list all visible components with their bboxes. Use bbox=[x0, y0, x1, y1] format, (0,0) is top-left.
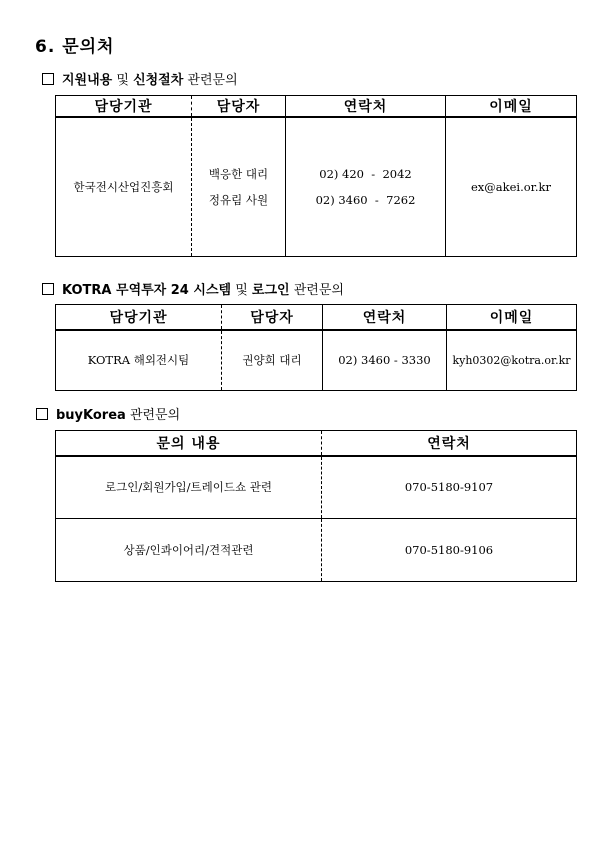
subheading-buykorea bbox=[36, 404, 180, 423]
cell-phone: 070-5180-9106 bbox=[322, 519, 577, 582]
cell-topic: 상품/인콰이어리/견적관련 bbox=[56, 519, 322, 582]
header-person: 담당자 bbox=[222, 305, 323, 330]
header-email: 이메일 bbox=[447, 305, 577, 330]
table-row bbox=[56, 519, 577, 582]
section-title: 6. 문의처 bbox=[35, 37, 115, 57]
header-email: 이메일 bbox=[446, 96, 577, 118]
header-topic: 문의 내용 bbox=[56, 431, 322, 456]
header-org: 담당기관 bbox=[56, 305, 222, 330]
checkbox-square-icon bbox=[42, 283, 54, 295]
cell-email: ex@akei.or.kr bbox=[446, 117, 577, 257]
header-org: 담당기관 bbox=[56, 96, 192, 118]
cell-topic: 로그인/회원가입/트레이드쇼 관련 bbox=[56, 456, 322, 519]
cell-phone: 070-5180-9107 bbox=[322, 456, 577, 519]
cell-org: KOTRA 해외전시팀 bbox=[56, 330, 222, 391]
cell-person bbox=[192, 117, 286, 257]
checkbox-square-icon bbox=[42, 73, 54, 85]
cell-org: 한국전시산업진흥회 bbox=[56, 117, 192, 257]
subheading-bold-b: 로그인 bbox=[251, 283, 290, 298]
checkbox-square-icon bbox=[36, 408, 48, 420]
subheading-rest: 관련문의 bbox=[183, 73, 238, 88]
subheading-rest: 관련문의 bbox=[289, 283, 344, 298]
cell-person: 권양희 대리 bbox=[222, 330, 323, 391]
table-row bbox=[56, 330, 577, 391]
subheading-rest: 관련문의 bbox=[125, 408, 181, 423]
subheading-support bbox=[42, 69, 238, 88]
header-phone: 연락처 bbox=[323, 305, 447, 330]
contact-table-support bbox=[55, 95, 577, 257]
subheading-bold-a: KOTRA 무역투자 24 시스템 bbox=[62, 283, 232, 298]
header-person: 담당자 bbox=[192, 96, 286, 118]
subheading-mid: 및 bbox=[231, 283, 252, 298]
cell-phone: 02) 3460 - 3330 bbox=[323, 330, 447, 391]
header-phone: 연락처 bbox=[286, 96, 446, 118]
table-row bbox=[56, 456, 577, 519]
subheading-kotra bbox=[42, 279, 344, 298]
subheading-mid: 및 bbox=[112, 73, 134, 88]
phone-line: 02) 3460 - 7262 bbox=[315, 193, 416, 207]
contact-table-buykorea bbox=[55, 430, 577, 582]
contact-table-kotra bbox=[55, 304, 577, 391]
table-row bbox=[56, 117, 577, 257]
cell-email: kyh0302@kotra.or.kr bbox=[447, 330, 577, 391]
subheading-bold-b: 신청절차 bbox=[133, 73, 184, 88]
subheading-bold-a: buyKorea bbox=[56, 408, 126, 423]
person-line: 정유림 사원 bbox=[208, 193, 269, 207]
person-line: 백응한 대리 bbox=[208, 167, 269, 181]
subheading-bold-a: 지원내용 bbox=[62, 73, 113, 88]
cell-phone bbox=[286, 117, 446, 257]
phone-line: 02) 420 - 2042 bbox=[319, 167, 412, 181]
header-phone: 연락처 bbox=[322, 431, 577, 456]
